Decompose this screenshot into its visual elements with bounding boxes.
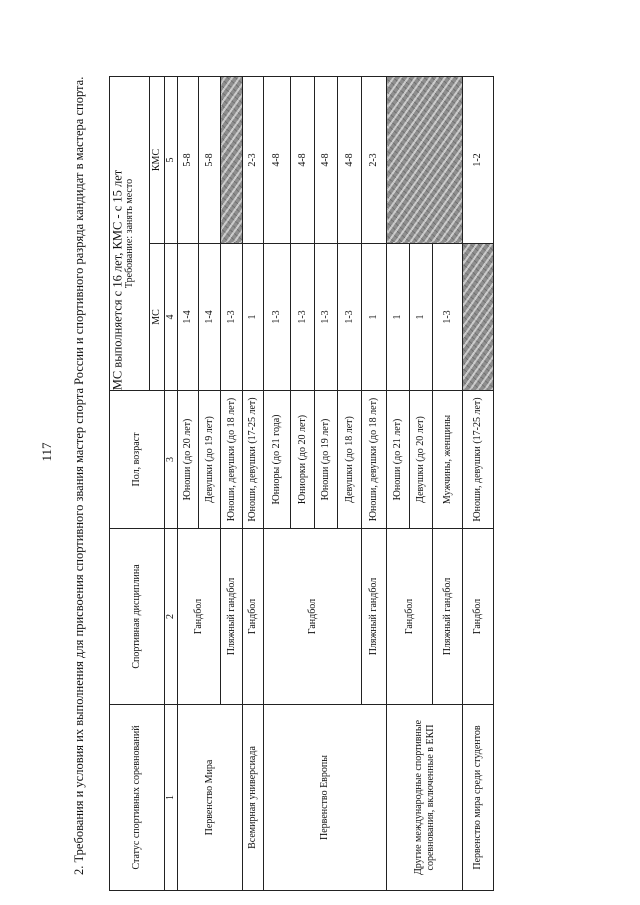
discipline-cell: Гандбол — [264, 529, 362, 705]
gender-age-cell: Юноши (до 20 лет) — [178, 391, 199, 529]
gender-age-cell: Юниорки (до 20 лет) — [291, 391, 315, 529]
kms-cell: 2-3 — [243, 76, 264, 243]
ms-cell-shaded — [463, 244, 494, 391]
discipline-cell: Гандбол — [243, 529, 264, 705]
requirements-age-note: МС выполняется с 16 лет, КМС - с 15 лет — [110, 169, 125, 391]
kms-cell: 4-8 — [338, 76, 362, 243]
gender-age-cell: Юноши, девушки (17-25 лет) — [463, 391, 494, 529]
status-cell: Другие международные спортивные соревнования, включенные в ЕКП — [387, 705, 463, 891]
gender-age-cell: Девушки (до 19 лет) — [199, 391, 221, 529]
ms-cell: 1 — [362, 244, 387, 391]
gender-age-cell: Девушки (до 18 лет) — [338, 391, 362, 529]
ms-cell: 1-4 — [178, 244, 199, 391]
ms-cell: 1 — [387, 244, 410, 391]
kms-cell-shaded — [221, 76, 243, 243]
header-ms: МС — [150, 244, 165, 391]
gender-age-cell: Юноши (до 19 лет) — [315, 391, 338, 529]
kms-cell: 1-2 — [463, 76, 494, 243]
table-row — [243, 76, 264, 890]
gender-age-cell: Мужчины, женщины — [433, 391, 463, 529]
kms-cell: 5-8 — [178, 76, 199, 243]
column-number: 3 — [165, 391, 178, 529]
ms-cell: 1-3 — [315, 244, 338, 391]
ms-cell: 1 — [410, 244, 433, 391]
status-cell: Первенство Европы — [264, 705, 387, 891]
header-gender-age: Пол, возраст — [110, 391, 165, 529]
table-row — [264, 76, 291, 890]
ms-cell: 1-3 — [264, 244, 291, 391]
gender-age-cell: Юноши, девушки (до 18 лет) — [362, 391, 387, 529]
table-header-row — [110, 76, 150, 890]
kms-cell: 4-8 — [264, 76, 291, 243]
requirements-table — [109, 76, 494, 891]
discipline-cell: Гандбол — [463, 529, 494, 705]
kms-cell: 4-8 — [291, 76, 315, 243]
ms-cell: 1-3 — [338, 244, 362, 391]
column-number: 2 — [165, 529, 178, 705]
ms-cell: 1-3 — [291, 244, 315, 391]
discipline-cell: Пляжный гандбол — [362, 529, 387, 705]
header-kms: КМС — [150, 76, 165, 243]
gender-age-cell: Юноши, девушки (до 18 лет) — [221, 391, 243, 529]
column-numbers-row — [165, 76, 178, 890]
column-number: 4 — [165, 244, 178, 391]
gender-age-cell: Девушки (до 20 лет) — [410, 391, 433, 529]
status-cell: Первенство мира среди студентов — [463, 705, 494, 891]
gender-age-cell: Юниоры (до 21 года) — [264, 391, 291, 529]
table-row — [387, 76, 410, 890]
status-cell: Первенство Мира — [178, 705, 243, 891]
kms-cell-shaded — [387, 76, 463, 243]
status-cell: Всемирная универсиада — [243, 705, 264, 891]
rotated-table-container — [109, 77, 483, 891]
discipline-cell: Пляжный гандбол — [433, 529, 463, 705]
discipline-cell: Гандбол — [178, 529, 221, 705]
ms-cell: 1-4 — [199, 244, 221, 391]
header-requirement: Требование: занять место — [110, 76, 150, 390]
gender-age-cell: Юноши, девушки (17-25 лет) — [243, 391, 264, 529]
page-number: 117 — [39, 442, 54, 462]
ms-cell: 1-3 — [433, 244, 463, 391]
document-title: 2. Требования и условия их выполнения для присвоения спортивного звания мастер спорта России и спортивного разряда кандидат в мастера спорта. — [72, 76, 86, 875]
header-status: Статус спортивных соревнований — [110, 705, 165, 891]
header-discipline: Спортивная дисциплина — [110, 529, 165, 705]
ms-cell: 1 — [243, 244, 264, 391]
discipline-cell: Пляжный гандбол — [221, 529, 243, 705]
kms-cell: 5-8 — [199, 76, 221, 243]
kms-cell: 4-8 — [315, 76, 338, 243]
ms-cell: 1-3 — [221, 244, 243, 391]
table-row — [178, 76, 199, 890]
gender-age-cell: Юноши (до 21 лет) — [387, 391, 410, 529]
table-row — [463, 76, 494, 890]
column-number: 5 — [165, 76, 178, 243]
kms-cell: 2-3 — [362, 76, 387, 243]
column-number: 1 — [165, 705, 178, 891]
discipline-cell: Гандбол — [387, 529, 433, 705]
